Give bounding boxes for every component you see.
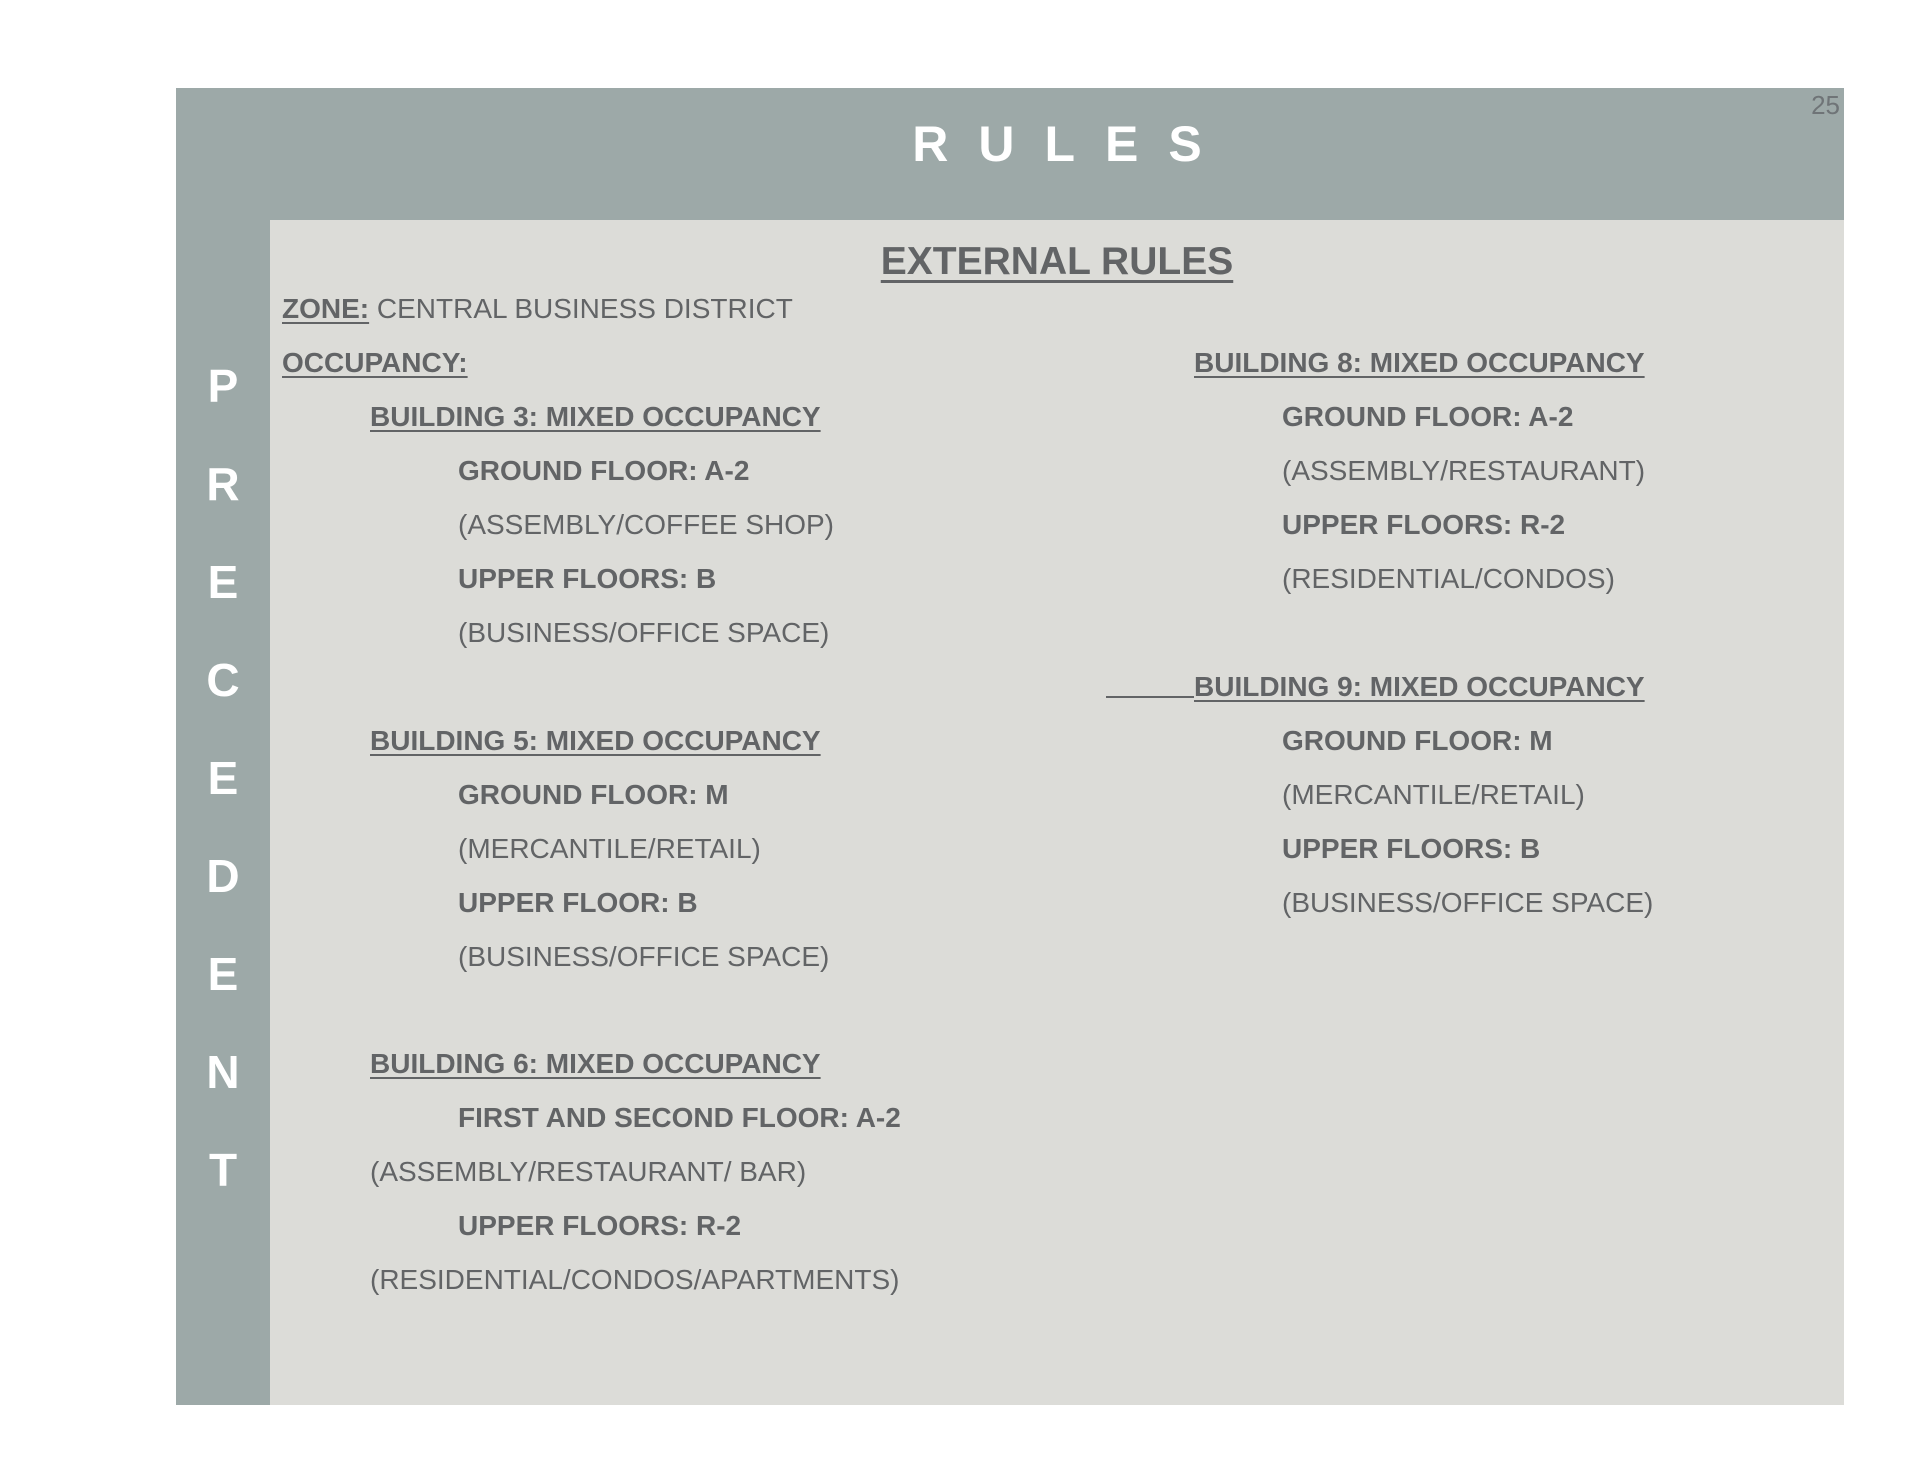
section-title: EXTERNAL RULES (880, 240, 1234, 283)
zone-label: ZONE: (282, 293, 370, 324)
building8-upper: UPPER FLOORS: R-2 (1282, 509, 1566, 540)
sidebar-letter: E (207, 752, 239, 804)
page-title: RULES (912, 116, 1232, 172)
building9-upper-desc: (BUSINESS/OFFICE SPACE) (1282, 887, 1654, 918)
building3-ground: GROUND FLOOR: A-2 (458, 455, 750, 486)
zone-value: CENTRAL BUSINESS DISTRICT (376, 293, 793, 324)
building9-title: BUILDING 9: MIXED OCCUPANCY (1194, 671, 1645, 702)
building3-ground-desc: (ASSEMBLY/COFFEE SHOP) (458, 509, 834, 540)
building5-ground: GROUND FLOOR: M (458, 779, 729, 810)
sidebar-letter: R (206, 458, 240, 510)
building9-ground-desc: (MERCANTILE/RETAIL) (1282, 779, 1585, 810)
zone-line (282, 295, 793, 323)
sidebar-letter: T (208, 1144, 238, 1196)
building3-upper: UPPER FLOORS: B (458, 563, 717, 594)
page-number: 25 (1811, 90, 1840, 120)
sidebar-band (176, 88, 270, 1405)
building6-ground: FIRST AND SECOND FLOOR: A-2 (458, 1102, 901, 1133)
occupancy-label: OCCUPANCY: (282, 347, 468, 378)
building8-ground-desc: (ASSEMBLY/RESTAURANT) (1282, 455, 1646, 486)
building8-title: BUILDING 8: MIXED OCCUPANCY (1194, 347, 1645, 378)
building9-leading-rule (1106, 696, 1194, 698)
building8-upper-desc: (RESIDENTIAL/CONDOS) (1282, 563, 1615, 594)
building3-title: BUILDING 3: MIXED OCCUPANCY (370, 401, 821, 432)
building6-upper: UPPER FLOORS: R-2 (458, 1210, 742, 1241)
building3-upper-desc: (BUSINESS/OFFICE SPACE) (458, 617, 830, 648)
building5-ground-desc: (MERCANTILE/RETAIL) (458, 833, 761, 864)
sidebar-letter: N (206, 1046, 240, 1098)
sidebar-letter: E (207, 556, 239, 608)
building5-upper: UPPER FLOOR: B (458, 887, 698, 918)
sidebar-letter: D (206, 850, 240, 902)
building9-ground: GROUND FLOOR: M (1282, 725, 1553, 756)
building6-title: BUILDING 6: MIXED OCCUPANCY (370, 1048, 821, 1079)
building5-upper-desc: (BUSINESS/OFFICE SPACE) (458, 941, 830, 972)
sidebar-letter: P (207, 360, 239, 412)
building6-ground-desc: (ASSEMBLY/RESTAURANT/ BAR) (370, 1156, 807, 1187)
content-panel (270, 220, 1844, 1405)
building8-ground: GROUND FLOOR: A-2 (1282, 401, 1574, 432)
sidebar-letter: C (206, 654, 240, 706)
building6-upper-desc: (RESIDENTIAL/CONDOS/APARTMENTS) (370, 1264, 900, 1295)
building9-upper: UPPER FLOORS: B (1282, 833, 1541, 864)
header-band (270, 88, 1844, 220)
sidebar-letter: E (207, 948, 239, 1000)
building5-title: BUILDING 5: MIXED OCCUPANCY (370, 725, 821, 756)
